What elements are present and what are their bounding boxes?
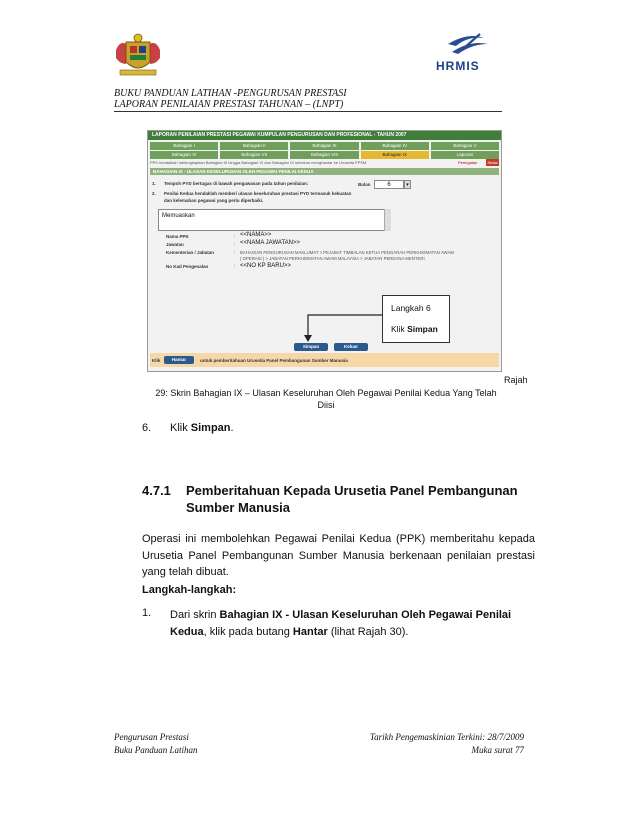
figure-label: Rajah (504, 375, 528, 385)
tab-bahagian-3[interactable]: Bahagian III (290, 142, 358, 150)
header-divider (114, 111, 502, 112)
section-title-line1: Pemberitahuan Kepada Urusetia Panel Pembangunan (186, 483, 518, 498)
sedia-button[interactable]: Sedia (487, 160, 498, 165)
callout-step: Langkah 6 (391, 303, 431, 313)
question-2-line2: dan kelemahan pegawai yang perlu diperbaiki. (164, 198, 264, 203)
peringatan-link[interactable]: Peringatan (458, 160, 478, 165)
footer-right-line1: Tarikh Pengemaskinian Terkini: 28/7/2009 (369, 732, 524, 742)
question-2-number: 2. (152, 191, 156, 196)
section-title-line2: Sumber Manusia (186, 500, 291, 515)
hrmis-logo-text: HRMIS (436, 59, 480, 73)
step-1-text: Dari skrin Bahagian IX - Ulasan Keseluruhan Oleh Pegawai Penilai Kedua, klik pada butang Hantar (lihat Rajah 30). (170, 609, 512, 638)
tab-bahagian-9[interactable]: Bahagian IX (361, 151, 429, 159)
section-title-bar: BAHAGIAN IX - ULASAN KESELURUHAN OLEH PEGAWAI PENILAI KEDUA (150, 168, 499, 175)
tab-bahagian-8[interactable]: Bahagian VIII (290, 151, 358, 159)
tab-bahagian-4[interactable]: Bahagian IV (361, 142, 429, 150)
tab-bahagian-6[interactable]: Bahagian VI (150, 151, 218, 159)
colon: : (234, 233, 236, 238)
footer-left-line1: Pengurusan Prestasi (114, 732, 189, 742)
footer-left-line2: Buku Panduan Latihan (114, 745, 198, 755)
step-6-number: 6. (142, 422, 152, 434)
label-kementerian: Kementerian / Jabatan (166, 250, 215, 255)
tab-bahagian-7[interactable]: Bahagian VII (220, 151, 288, 159)
comment-textarea[interactable]: Memuaskan (158, 209, 390, 231)
header-subtitle: LAPORAN PENILAIAN PRESTASI TAHUNAN – (LNPT) (114, 99, 344, 110)
colon: : (234, 249, 236, 254)
footer-page-number: Muka surat 77 (471, 745, 524, 755)
question-2-line1: Penilai Kedua hendaklah memberi ulasan keseluruhan prestasi PYD termasuk kekuatan (164, 191, 352, 196)
value-jawatan: <<NAMA JAWATAN>> (240, 240, 301, 246)
label-nama-ppk: Nama PPK (166, 234, 189, 239)
hrmis-logo (418, 30, 504, 76)
hantar-description: untuk pemberitahuan Urusetia Panel Pembangunan Sumber Manusia (200, 358, 348, 363)
figure-caption: 29: Skrin Bahagian IX – Ulasan Keseluruhan Oleh Pegawai Penilai Kedua Yang Telah Diisi (155, 388, 497, 410)
step-6-text: Klik Simpan. (170, 422, 234, 434)
keluar-button[interactable]: Keluar (334, 343, 368, 351)
question-1-number: 1. (152, 181, 156, 186)
value-jabatan-line2: ( OPERASI ) > JABATAN PERKHIDMATAN AWAM MALAYSIA > JABATAN PERDANA MENTERI (240, 256, 425, 261)
steps-heading: Langkah-langkah: (142, 584, 237, 596)
tab-bahagian-5[interactable]: Bahagian V (431, 142, 499, 150)
label-no-kp: No Kad Pengenalan (166, 264, 209, 269)
month-unit-label: Bulan (358, 182, 371, 187)
step-1-number: 1. (142, 607, 152, 619)
question-1-text: Tempoh PYD bertugas di bawah pengawasan pada tahun penilaian: (164, 181, 309, 186)
value-no-kp: <<NO KP BARU>> (240, 263, 291, 269)
colon: : (234, 241, 236, 246)
notice-text: PPK hendaklah melengkapkan Bahagian III hingga Bahagian VI dan Bahagian IX sebelum menghantar ke Urusetia PPSM (150, 160, 367, 165)
simpan-button[interactable]: Simpan (294, 343, 328, 351)
value-nama: <<NAMA>> (240, 232, 272, 238)
klik-label: Klik (152, 358, 161, 363)
chevron-down-icon[interactable]: ▾ (404, 180, 411, 189)
section-paragraph: Operasi ini membolehkan Pegawai Penilai Kedua (PPK) memberitahu kepada Urusetia Panel Pembangunan Sumber Manusia berkenaan penilaian prestasi yang telah dibuat. (142, 533, 535, 578)
callout-action: Klik Simpan (391, 324, 438, 334)
section-number: 4.7.1 (142, 483, 171, 498)
callout-arrow (148, 131, 501, 371)
figure-screenshot (147, 130, 502, 372)
hantar-button[interactable]: Hantar (164, 356, 194, 364)
month-select[interactable]: 6 (374, 180, 404, 189)
tab-bahagian-1[interactable]: Bahagian I (150, 142, 218, 150)
form-title-bar: LAPORAN PENILAIAN PRESTASI PEGAWAI KUMPULAN PENGURUSAN DAN PROFESIONAL - TAHUN 2007 (148, 131, 501, 140)
tab-laporan[interactable]: Laporan (431, 151, 499, 159)
value-jabatan-line1: BAHAGIAN PENGURUSAN MAKLUMAT > PEJABAT TIMBALAN KETUA PENGARAH PERKHIDMATAN AWAM (240, 250, 454, 255)
coat-of-arms-logo (112, 30, 164, 82)
tab-bahagian-2[interactable]: Bahagian II (220, 142, 288, 150)
label-jawatan: Jawatan (166, 242, 184, 247)
header-title: BUKU PANDUAN LATIHAN -PENGURUSAN PRESTASI (114, 88, 347, 99)
colon: : (234, 263, 236, 268)
